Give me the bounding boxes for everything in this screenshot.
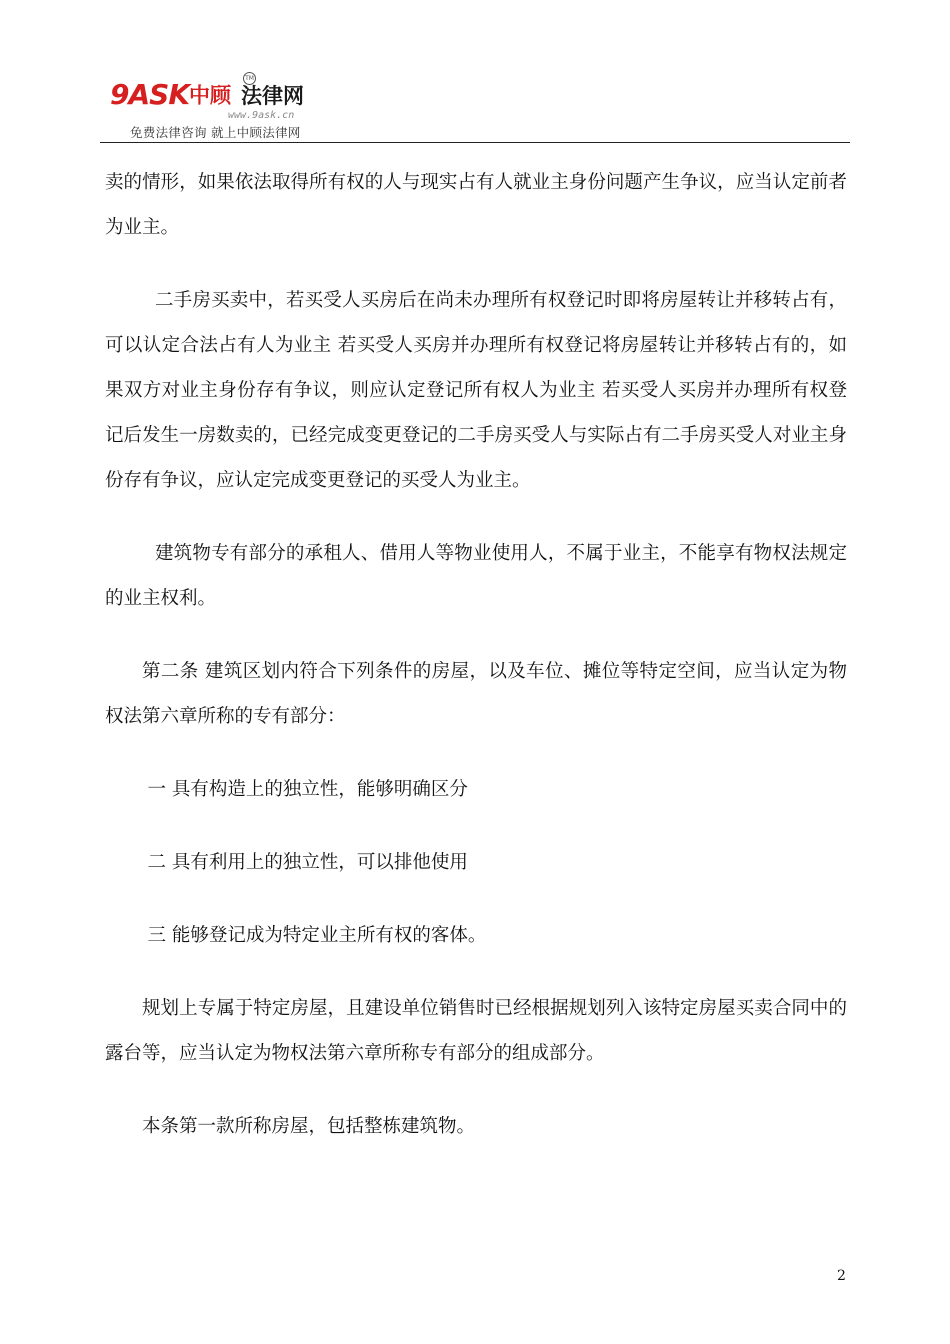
trademark-icon: TM (243, 72, 256, 85)
article-2-heading-paragraph: 第二条 建筑区划内符合下列条件的房屋，以及车位、摊位等特定空间，应当认定为物权法第六章所称的专有部分： (105, 661, 847, 727)
logo-url: www.9ask.cn (228, 110, 295, 121)
list-item-2: 二 具有利用上的独立性，可以排他使用 (147, 852, 468, 873)
page-number: 2 (837, 1268, 846, 1284)
list-item-3: 三 能够登记成为特定业主所有权的客体。 (147, 925, 487, 946)
logo-ask-text: 9ASK (110, 78, 190, 111)
paragraph-2: 二手房买卖中，若买受人买房后在尚未办理所有权登记时即将房屋转让并移转占有，可以认定合法占有人为业主 若买受人买房并办理所有权登记将房屋转让并移转占有的，如果双方对业主身份存有争议，则应认定登记所有权人为业主 若买受人买房并办理所有权登记后发生一房数卖的，已经完成变更登记的二手房买受人与实际占有二手房买受人对业主身份存有争议，应认定完成变更登记的买受人为业主。 (105, 290, 847, 491)
list-item-1: 一 具有构造上的独立性，能够明确区分 (147, 779, 468, 800)
document-body (105, 160, 847, 1149)
paragraph-3: 建筑物专有部分的承租人、借用人等物业使用人，不属于业主，不能享有物权法规定的业主权利。 (105, 543, 847, 609)
site-logo[interactable] (110, 72, 410, 144)
logo-slogan: 免费法律咨询 就上中顾法律网 (130, 125, 301, 140)
page-header (100, 68, 850, 144)
logo-cn-text: 中顾 (189, 83, 232, 108)
logo-wordmark (110, 78, 304, 112)
logo-site-text: 法律网 (241, 83, 305, 108)
paragraph-8: 规划上专属于特定房屋，且建设单位销售时已经根据规划列入该特定房屋买卖合同中的露台等，应当认定为物权法第六章所称专有部分的组成部分。 (105, 998, 847, 1064)
header-divider (100, 142, 850, 143)
paragraph-9: 本条第一款所称房屋，包括整栋建筑物。 (142, 1116, 476, 1137)
paragraph-1: 卖的情形，如果依法取得所有权的人与现实占有人就业主身份问题产生争议，应当认定前者为业主。 (105, 172, 847, 238)
